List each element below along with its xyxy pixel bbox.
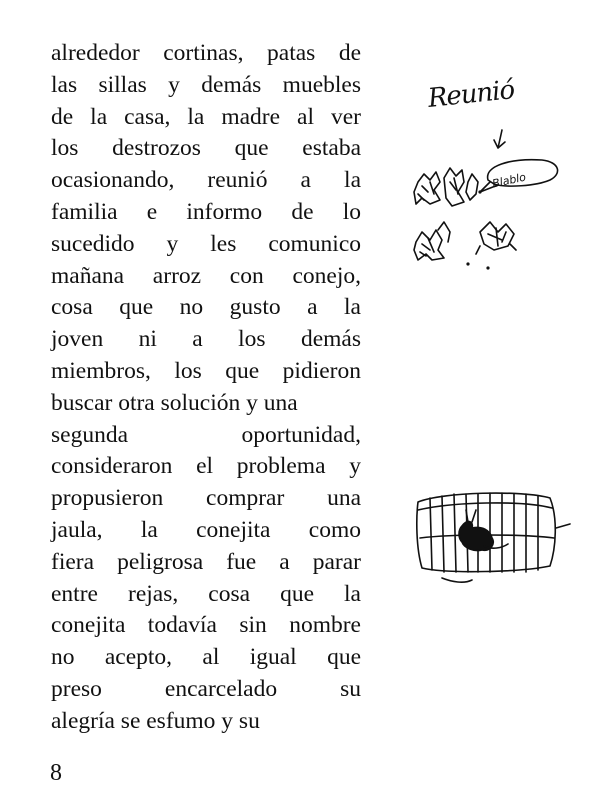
text-line: sucedido y les comunico — [51, 230, 361, 257]
text-line: fiera peligrosa fue a parar — [51, 548, 361, 575]
text-line: segunda oportunidad, — [51, 421, 361, 448]
text-line: familia e informo de lo — [51, 198, 361, 225]
text-line: conejita todavía sin nombre — [51, 612, 361, 639]
text-line: las sillas y demás muebles — [51, 71, 361, 98]
text-line: joven ni a los demás — [51, 326, 361, 353]
rabbit-in-cage-sketch-icon — [412, 488, 572, 588]
text-line: de la casa, la madre al ver — [51, 103, 361, 130]
page-number: 8 — [50, 760, 62, 786]
text-line: alegría se esfumo y su — [51, 707, 260, 734]
text-line: preso encarcelado su — [51, 675, 361, 702]
text-line: buscar otra solución y una — [51, 389, 298, 416]
text-line: alrededor cortinas, patas de — [51, 40, 361, 66]
text-line: los destrozos que estaba — [51, 135, 361, 162]
text-line: entre rejas, cosa que la — [51, 580, 361, 607]
text-line: consideraron el problema y — [51, 453, 361, 480]
text-line: cosa que no gusto a la — [51, 294, 361, 321]
family-meeting-sketch-icon — [410, 75, 570, 272]
text-line: jaula, la conejita como — [51, 516, 361, 543]
text-line: no acepto, al igual que — [51, 644, 361, 671]
speech-bubble-text: Blablo — [491, 170, 528, 191]
text-line: mañana arroz con conejo, — [51, 262, 361, 289]
text-line: propusieron comprar una — [51, 485, 361, 512]
text-line: ocasionando, reunió a la — [51, 167, 361, 194]
body-text — [51, 38, 361, 738]
drawing-caption: Reunió — [426, 75, 516, 114]
text-line: miembros, los que pidieron — [51, 357, 361, 384]
